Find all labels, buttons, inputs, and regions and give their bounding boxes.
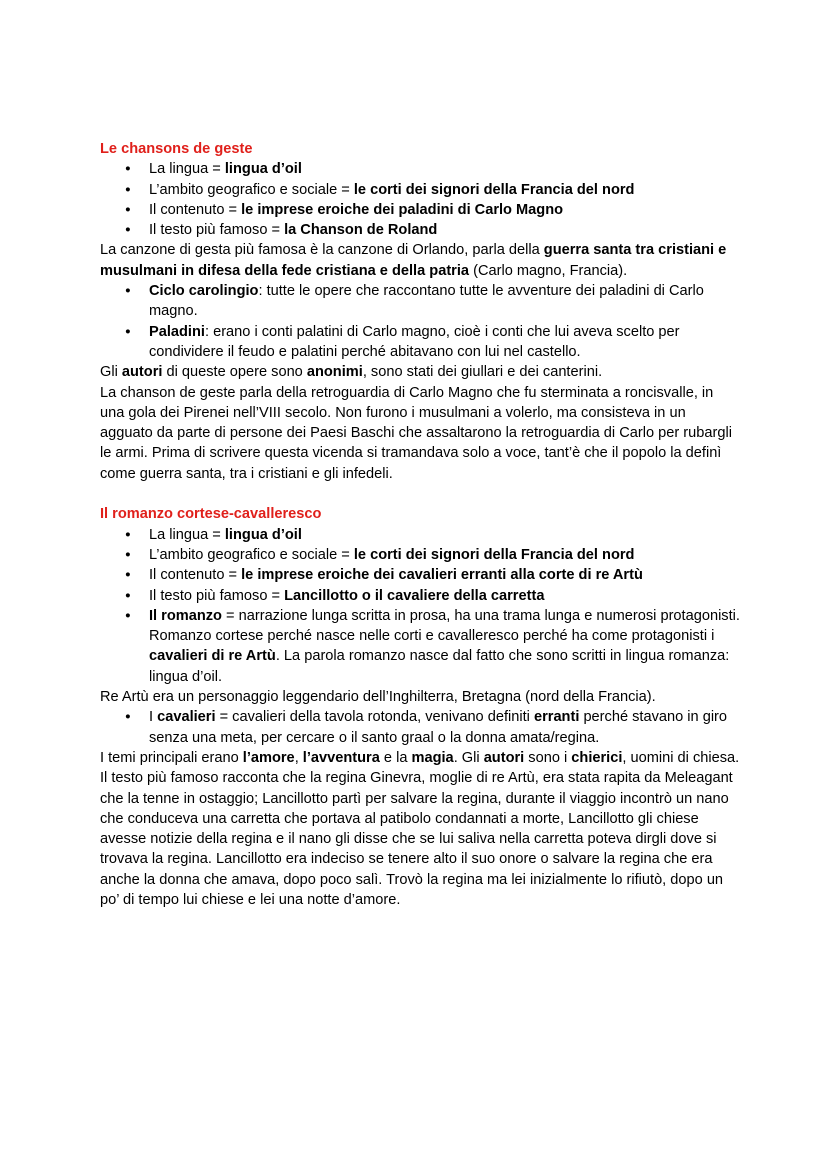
list-item: ● La lingua = lingua d’oil — [149, 159, 740, 179]
romanzo-features-list — [100, 525, 740, 687]
paragraph-retroguardia: La chanson de geste parla della retroguardia di Carlo Magno che fu sterminata a roncisvalle, in una gola dei Pirenei nell’VIII secolo. Non furono i musulmani a volerlo, ma consisteva in un agguato da parte di persone dei Paesi Baschi che assaltarono la retroguardia di Carlo per rubargli le armi. Prima di scrivere questa vicenda si tramandava solo a voce, tant’è che il popolo la definì come guerra santa, tra i cristiani e gli infedeli. — [100, 384, 732, 482]
list-item: ● Il contenuto = le imprese eroiche dei paladini di Carlo Magno — [149, 200, 740, 220]
list-item: ● La lingua = lingua d’oil — [149, 525, 740, 545]
chansons-features-list — [100, 159, 740, 240]
paragraph-lancillotto: Il testo più famoso racconta che la regina Ginevra, moglie di re Artù, era stata rapita da Meleagant che la tenne in ostaggio; Lancillotto partì per salvare la regina, durante il viaggio incontrò un nano che conduceva una carretta che portava al patibolo condannati a morte, Lancillotto gli chiese avesse notizie della regina e il nano gli disse che se lui saliva nella carretta poteva dirgli dove si trovava la regina. Lancillotto era indeciso se tenere alto il suo onore o salvare la regina che era anche la donna che amava, dopo poco salì. Trovò la regina ma lei inizialmente lo rifiutò, dopo un po’ di tempo lui chiese e lei una notte d’amore. — [100, 770, 733, 908]
list-item: ● Il testo più famoso = Lancillotto o il cavaliere della carretta — [149, 586, 740, 606]
paragraph-re-artu: Re Artù era un personaggio leggendario dell’Inghilterra, Bretagna (nord della Francia). — [100, 689, 656, 706]
paragraph-autori: Gli autori di queste opere sono anonimi, sono stati dei giullari e dei canterini. — [100, 364, 603, 381]
section-spacer — [100, 484, 740, 504]
list-item: ● Il testo più famoso = la Chanson de Roland — [149, 220, 740, 240]
list-item: ● Ciclo carolingio: tutte le opere che raccontano tutte le avventure dei paladini di Carlo magno. — [149, 281, 740, 322]
section-title-romanzo: Il romanzo cortese-cavalleresco — [100, 506, 322, 523]
paragraph-canzone-orlando: La canzone di gesta più famosa è la canzone di Orlando, parla della guerra santa tra cristiani e musulmani in difesa della fede cristiana e della patria (Carlo magno, Francia). — [100, 242, 727, 279]
document-content — [100, 139, 740, 910]
list-item: ● L’ambito geografico e sociale = le corti dei signori della Francia del nord — [149, 545, 740, 565]
section-title-chansons: Le chansons de geste — [100, 141, 253, 157]
carolingian-list — [100, 281, 740, 362]
list-item: ● Il contenuto = le imprese eroiche dei cavalieri erranti alla corte di re Artù — [149, 565, 740, 585]
list-item: ● Il romanzo = narrazione lunga scritta in prosa, ha una trama lunga e numerosi protagonisti. Romanzo cortese perché nasce nelle corti e cavalleresco perché ha come protagonisti i cavalieri di re Artù. La parola romanzo nasce dal fatto che sono scritti in lingua romanza: lingua d’oil. — [149, 606, 740, 687]
cavalieri-list — [100, 707, 740, 748]
list-item: ● L’ambito geografico e sociale = le corti dei signori della Francia del nord — [149, 180, 740, 200]
list-item: ● I cavalieri = cavalieri della tavola rotonda, venivano definiti erranti perché stavano in giro senza una meta, per cercare o il santo graal o la donna amata/regina. — [149, 707, 740, 748]
list-item: ● Paladini: erano i conti palatini di Carlo magno, cioè i conti che lui aveva scelto per condividere il feudo e palatini perché abitavano con lui nel castello. — [149, 322, 740, 363]
paragraph-temi: I temi principali erano l’amore, l’avventura e la magia. Gli autori sono i chierici, uomini di chiesa. — [100, 749, 740, 766]
